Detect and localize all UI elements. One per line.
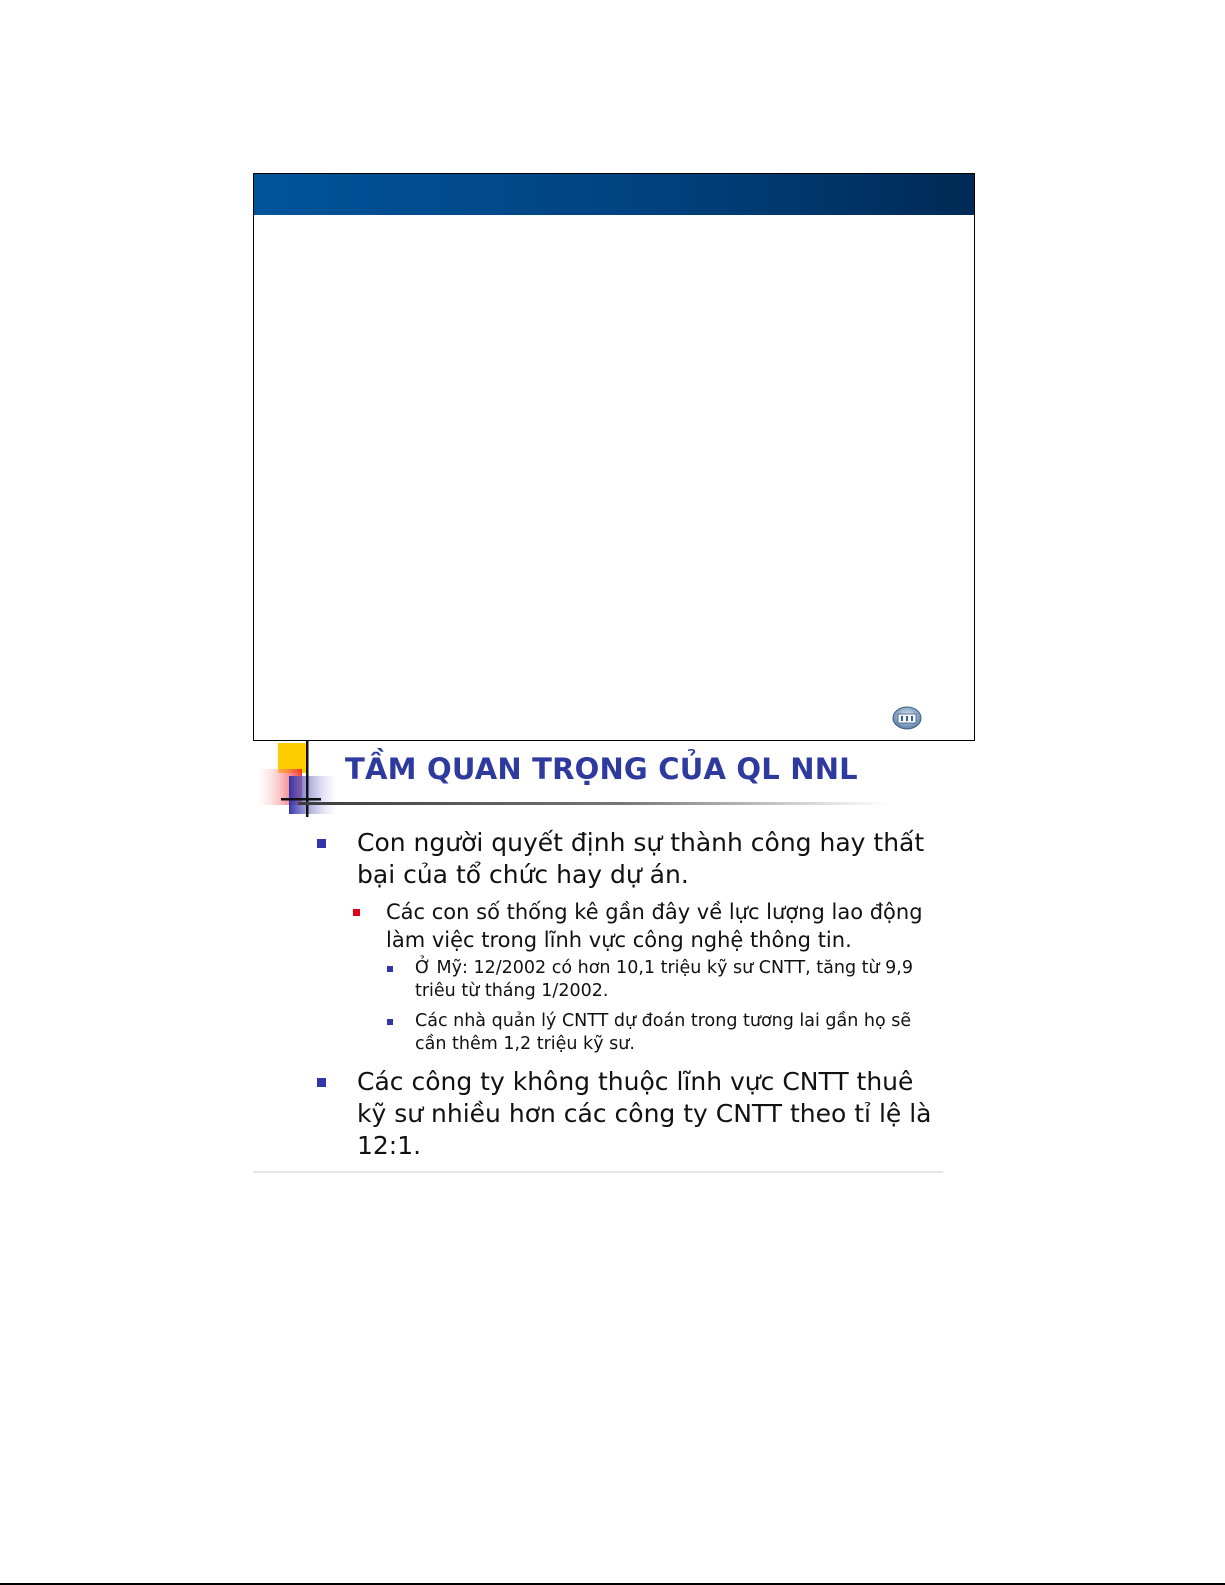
slide-2 (253, 741, 943, 1173)
bullet-text: Ở Mỹ: 12/2002 có hơn 10,1 triệu kỹ sư CNTT, tăng từ 9,9 triêu từ tháng 1/2002. (415, 958, 913, 1001)
square-bullet-icon (353, 909, 360, 916)
title-underline (298, 802, 888, 805)
building-logo-icon (892, 706, 922, 730)
bullet-item-2 (357, 1066, 937, 1162)
square-bullet-icon (317, 839, 326, 848)
bullet-text: Con người quyết định sự thành công hay thất bại của tổ chức hay dự án. (357, 828, 925, 889)
slide-title-bar (254, 174, 974, 215)
bullet-item-1 (357, 827, 937, 891)
sub-sub-bullet-item-2 (415, 1010, 940, 1056)
sub-bullet-item-1 (386, 898, 946, 954)
bullet-text: Các công ty không thuộc lĩnh vực CNTT thuê kỹ sư nhiều hơn các công ty CNTT theo tỉ lệ là 12:1. (357, 1067, 932, 1160)
colored-squares-cross-decoration (253, 741, 353, 831)
square-bullet-icon (317, 1078, 326, 1087)
bullet-text: Các con số thống kê gần đây về lực lượng lao động làm việc trong lĩnh vực công nghệ thông tin. (386, 900, 923, 952)
slide-title: TẦM QUAN TRỌNG CỦA QL NNL (345, 752, 858, 786)
slide-bottom-edge (253, 1171, 943, 1173)
top-slide-frame (253, 173, 975, 741)
sub-sub-bullet-item-1 (415, 957, 940, 1003)
square-bullet-icon (387, 966, 393, 972)
bullet-text: Các nhà quản lý CNTT dự đoán trong tương lai gần họ sẽ cần thêm 1,2 triệu kỹ sư. (415, 1011, 912, 1054)
square-bullet-icon (387, 1019, 393, 1025)
